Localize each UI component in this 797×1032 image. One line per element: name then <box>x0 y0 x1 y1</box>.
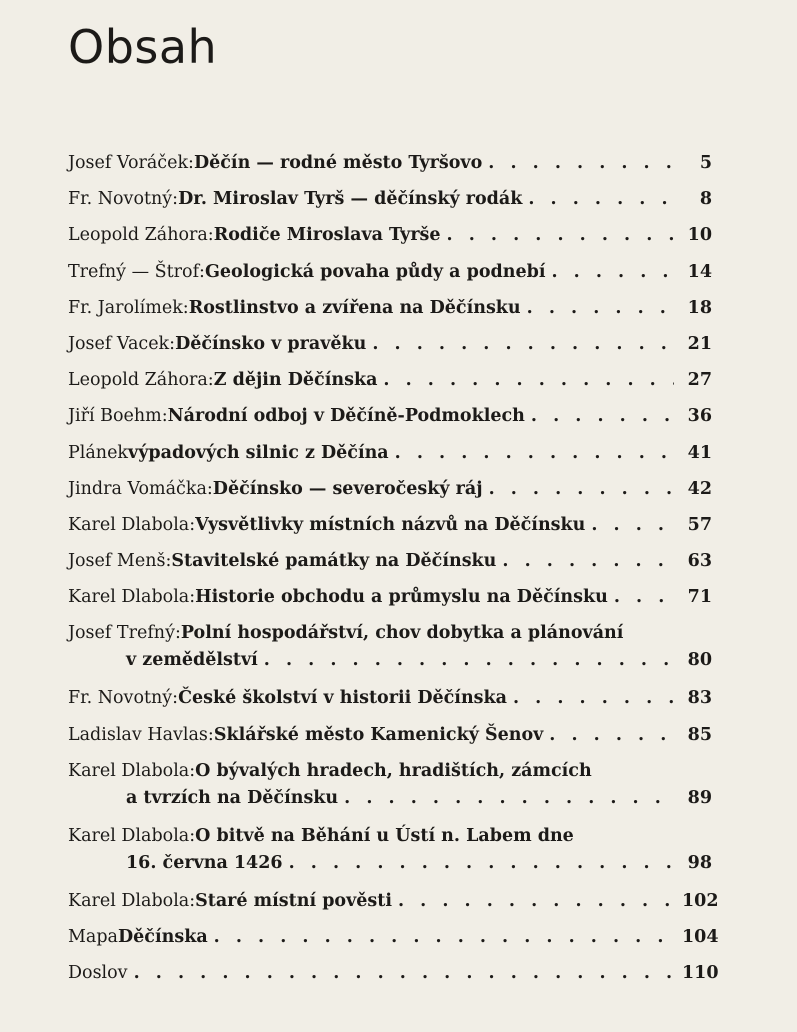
entry-author: Karel Dlabola: <box>68 825 196 846</box>
toc-entry <box>68 888 719 924</box>
entry-author: Leopold Záhora: <box>68 370 214 391</box>
entry-page-number: 14 <box>687 261 712 282</box>
dot-leader <box>488 150 674 177</box>
toc-entry <box>68 367 712 403</box>
entry-author: Karel Dlabola: <box>68 514 196 535</box>
entry-author: Fr. Jarolímek: <box>68 297 189 318</box>
dot-leader <box>513 685 674 712</box>
toc-entry <box>68 823 712 888</box>
entry-author: Ladislav Havlas: <box>68 724 214 745</box>
toc-entry <box>68 548 712 584</box>
entry-page-number: 42 <box>687 478 712 499</box>
dot-leader <box>489 476 674 503</box>
entry-title-continued: 16. června 1426 <box>126 852 283 873</box>
entry-author: Fr. Novotný: <box>68 688 179 709</box>
toc-entry <box>68 584 712 620</box>
entry-title: Národní odboj v Děčíně-Podmoklech <box>167 406 525 427</box>
entry-title: Z dějin Děčínska <box>213 370 378 391</box>
dot-leader <box>528 186 674 213</box>
entry-author: Josef Trefný: <box>68 623 181 644</box>
entry-page-number: 8 <box>699 189 712 210</box>
entry-page-number: 36 <box>687 406 712 427</box>
entry-page-number: 110 <box>682 963 719 984</box>
dot-leader <box>398 888 674 915</box>
dot-leader <box>614 584 674 611</box>
entry-author: Trefný — Štrof: <box>68 261 205 282</box>
dot-leader <box>591 512 674 539</box>
toc-entry <box>68 150 712 186</box>
entry-page-number: 63 <box>687 551 712 572</box>
entry-title: Staré místní pověsti <box>195 890 392 911</box>
dot-leader <box>214 924 674 951</box>
entry-page-number: 27 <box>687 370 712 391</box>
entry-title: Děčínsko — severočeský ráj <box>212 478 483 499</box>
entry-author: Karel Dlabola: <box>68 760 196 781</box>
entry-title: Rostlinstvo a zvířena na Děčínsku <box>188 297 521 318</box>
dot-leader <box>372 331 674 358</box>
entry-page-number: 102 <box>682 890 719 911</box>
toc-list <box>68 150 719 996</box>
entry-title: výpadových silnic z Děčína <box>128 442 389 463</box>
entry-page-number: 18 <box>687 297 712 318</box>
entry-title: Rodiče Miroslava Tyrše <box>213 225 441 246</box>
dot-leader <box>134 960 674 987</box>
dot-leader <box>344 785 674 812</box>
entry-title: České školství v historii Děčínska <box>178 688 507 709</box>
dot-leader <box>531 403 674 430</box>
entry-page-number: 98 <box>687 852 712 873</box>
entry-page-number: 5 <box>699 153 712 173</box>
toc-entry <box>68 440 712 476</box>
entry-title: Polní hospodářství, chov dobytka a plánování <box>180 623 624 644</box>
dot-leader <box>527 295 674 322</box>
entry-author: Plánek <box>68 442 129 463</box>
entry-page-number: 104 <box>682 927 719 947</box>
dot-leader <box>551 259 674 286</box>
entry-title: Děčínska <box>118 927 208 947</box>
entry-page-number: 10 <box>687 225 712 246</box>
entry-author: Josef Vacek: <box>68 333 176 354</box>
entry-title-continued: a tvrzích na Děčínsku <box>126 787 339 808</box>
entry-page-number: 80 <box>687 650 712 671</box>
entry-author: Karel Dlabola: <box>68 587 196 608</box>
entry-title: Geologická povaha půdy a podnebí <box>204 261 546 282</box>
entry-title: O bývalých hradech, hradištích, zámcích <box>195 760 592 781</box>
toc-entry <box>68 960 719 996</box>
toc-entry <box>68 295 712 331</box>
entry-author: Jiří Boehm: <box>68 406 168 427</box>
entry-title: Děčínsko v pravěku <box>175 333 367 354</box>
entry-page-number: 41 <box>687 442 712 463</box>
entry-author: Karel Dlabola: <box>68 890 196 911</box>
entry-author: Mapa <box>68 927 118 947</box>
entry-title: Dr. Miroslav Tyrš — děčínský rodák <box>178 189 523 210</box>
dot-leader <box>264 647 674 674</box>
toc-entry <box>68 512 712 548</box>
entry-page-number: 85 <box>687 724 712 745</box>
toc-entry <box>68 403 712 439</box>
toc-entry <box>68 259 712 295</box>
entry-title: Stavitelské památky na Děčínsku <box>171 551 497 572</box>
entry-author: Josef Voráček: <box>68 153 194 173</box>
entry-page-number: 83 <box>687 688 712 709</box>
page-title: Obsah <box>68 20 218 74</box>
entry-title: O bitvě na Běhání u Ústí n. Labem dne <box>195 825 574 846</box>
entry-author: Jindra Vomáčka: <box>68 478 213 499</box>
entry-page-number: 71 <box>687 587 712 608</box>
toc-entry <box>68 758 712 823</box>
toc-entry <box>68 924 719 960</box>
entry-title: Vysvětlivky místních názvů na Děčínsku <box>195 514 586 535</box>
entry-title: Historie obchodu a průmyslu na Děčínsku <box>195 587 608 608</box>
entry-title: Děčín — rodné město Tyršovo <box>193 153 483 173</box>
dot-leader <box>395 440 674 467</box>
dot-leader <box>502 548 674 575</box>
entry-author: Leopold Záhora: <box>68 225 214 246</box>
toc-entry <box>68 722 712 758</box>
entry-title-continued: v zemědělství <box>126 650 258 671</box>
dot-leader <box>383 367 674 394</box>
toc-entry <box>68 222 712 258</box>
toc-entry <box>68 331 712 367</box>
dot-leader <box>289 850 674 877</box>
dot-leader <box>549 722 674 749</box>
entry-page-number: 21 <box>687 333 712 354</box>
toc-entry <box>68 476 712 512</box>
entry-author: Doslov <box>68 963 128 984</box>
toc-entry <box>68 685 712 721</box>
toc-entry <box>68 620 712 685</box>
entry-author: Josef Menš: <box>68 551 172 572</box>
entry-author: Fr. Novotný: <box>68 189 179 210</box>
toc-entry <box>68 186 712 222</box>
dot-leader <box>447 222 674 249</box>
entry-title: Sklářské město Kamenický Šenov <box>213 724 544 745</box>
entry-page-number: 89 <box>687 787 712 808</box>
entry-page-number: 57 <box>687 514 712 535</box>
